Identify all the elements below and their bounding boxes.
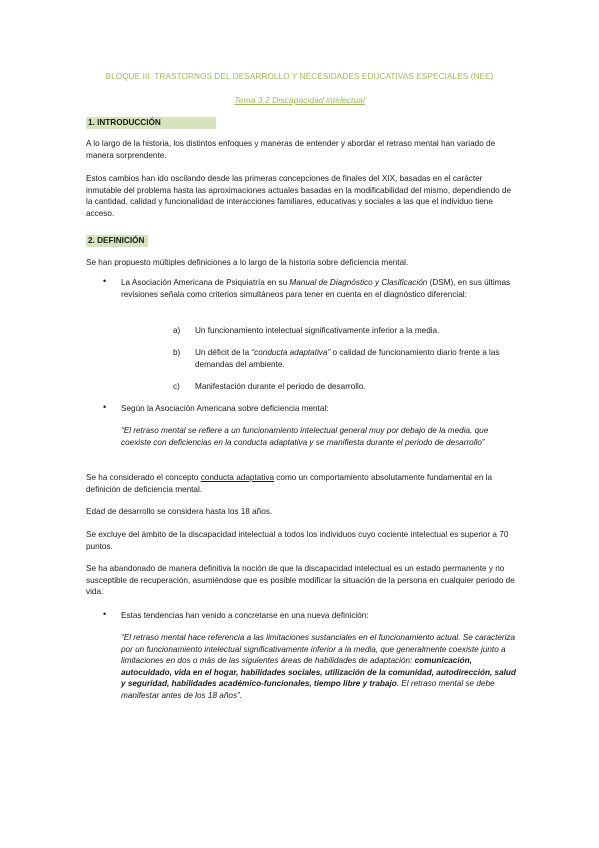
- quote2-adaptive-areas: comunicación, autocuidado, vida en el hogar, habilidades sociales, utilización de la comunidad, autodirección, salud y seguridad, habilidades académico-funcionales, tiempo libre y trabajo: [121, 656, 516, 689]
- quote-aamd-definition: “El retraso mental se refiere a un funcionamiento intelectual general muy por debajo de la media, que coexiste con deficiencias en la conducta adaptativa y se manifiesta durante el periodo de desarrollo”: [121, 426, 489, 447]
- bullet-dsm-pre: La Asociación Americana de Psiquiatría en su: [121, 278, 290, 287]
- bullet-glyph: •: [103, 609, 107, 619]
- paragraph-conducta-adaptativa: [86, 472, 516, 495]
- criterion-a-text: [195, 325, 515, 337]
- document-header: BLOQUE III: TRASTORNOS DEL DESARROLLO Y NECESIDADES EDUCATIVAS ESPECIALES (NEE): [105, 72, 494, 81]
- criterion-b-italic: “conducta adaptativa”: [251, 348, 331, 357]
- bullet-glyph: •: [103, 276, 107, 286]
- paragraph-abandonado: Se ha abandonado de manera definitiva la noción de que la discapacidad intelectual es un estado permanente y no susceptible de recuperación, asumiéndose que es posible modificar la situación de la persona en cualquier periodo de vida.: [86, 564, 515, 597]
- bullet-aamd: Según la Asociación Americana sobre deficiencia mental:: [121, 404, 329, 413]
- conducta-post: como un comportamiento absolutamente fundamental en la definición de deficiencia mental.: [86, 473, 493, 494]
- definition-intro: Se han propuesto múltiples definiciones a lo largo de la historia sobre deficiencia mental.: [86, 258, 409, 267]
- quote-nueva-definicion: [121, 632, 517, 702]
- bullet-dsm: [121, 277, 516, 300]
- bullet-dsm-post: (DSM), en sus últimas revisiones señala como criterios simultáneos para tener en cuenta en el diagnóstico diferencial:: [121, 278, 511, 299]
- criterion-b-marker: b): [173, 348, 181, 357]
- criterion-b-post: o calidad de funcionamiento diario frente a las demandas del ambiente.: [195, 348, 500, 369]
- criterion-a-marker: a): [173, 326, 181, 335]
- section-heading-definicion: 2. DEFINICIÓN: [86, 235, 148, 247]
- criterion-a-label: Un funcionamiento intelectual significativamente inferior a la media.: [195, 326, 440, 335]
- intro-paragraph-1: A lo largo de la historia, los distintos enfoques y maneras de entender y abordar el retraso mental han variado de manera sorprendente.: [86, 139, 496, 160]
- bullet-nueva-definicion: Estas tendencias han venido a concretarse en una nueva definición:: [121, 611, 369, 620]
- quote2-post: . El retraso mental se debe manifestar antes de los 18 años”.: [121, 679, 495, 700]
- criterion-c-marker: c): [173, 382, 180, 391]
- conducta-pre: Se ha considerado el concepto: [86, 473, 201, 482]
- paragraph-exclusion-ci: Se excluye del ámbito de la discapacidad intelectual a todos los individuos cuyo cociente intelectual es superior a 70 puntos.: [86, 530, 509, 551]
- topic-subtitle: Tema 3.2 Discapacidad intelectual: [234, 95, 365, 105]
- intro-paragraph-2: Estos cambios han ido oscilando desde las primeras concepciones de finales del XIX, basadas en el carácter inmutable del problema hasta las aproximaciones actuales basadas en la modificabilidad del mismo, dependiendo de la cantidad, calidad y funcionalidad de interacciones familiares, educativas y sociales a las que el individuo tiene acceso.: [86, 174, 512, 218]
- bullet-dsm-manual-title: Manual de Diagnóstico y Clasificación: [289, 278, 428, 287]
- paragraph-edad-desarrollo: Edad de desarrollo se considera hasta los 18 años.: [86, 507, 273, 516]
- criterion-b-pre: Un déficit de la: [195, 348, 252, 357]
- section-heading-introduccion: 1. INTRODUCCIÓN: [86, 117, 216, 129]
- bullet-glyph: •: [103, 402, 107, 412]
- criterion-b-text: [195, 347, 515, 370]
- criterion-c-text: [195, 381, 515, 393]
- conducta-adaptativa-term: conducta adaptativa: [200, 473, 275, 482]
- quote2-pre: “El retraso mental hace referencia a las limitaciones sustanciales en el funcionamiento actual. Se caracteriza por un funcionamiento intelectual significativamente inferior a la media, que generalmente coexiste junto a limitaciones en dos o más de las siguientes áreas de habilidades de adaptación:: [121, 633, 516, 666]
- criterion-c-label: Manifestación durante el periodo de desarrollo.: [195, 382, 366, 391]
